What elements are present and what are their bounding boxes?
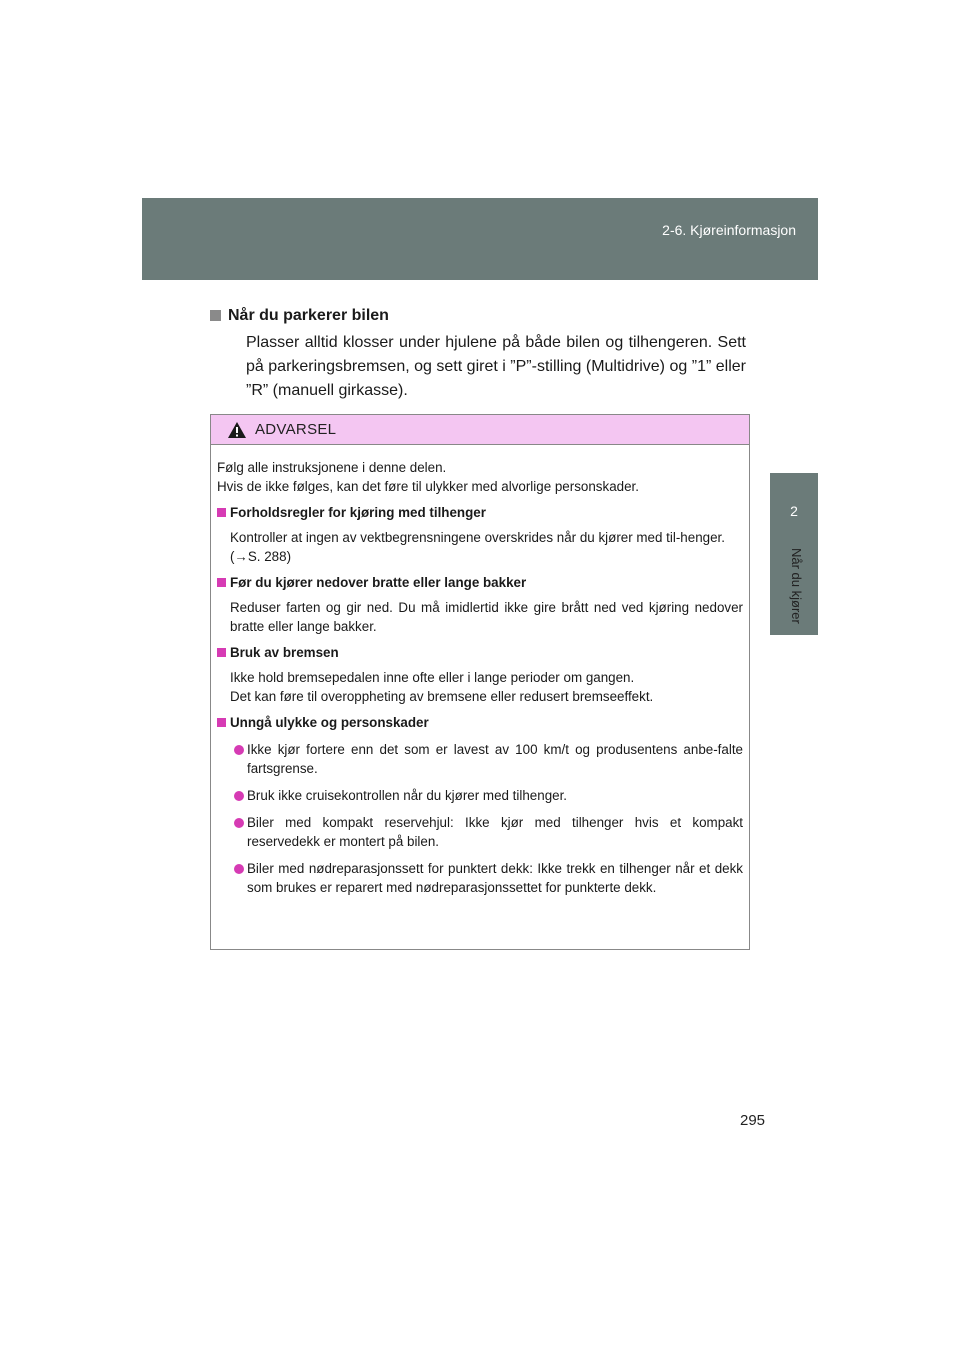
subsection-heading-text: Unngå ulykke og personskader <box>230 715 429 730</box>
section-heading-text: Når du parkerer bilen <box>228 307 389 324</box>
bullet-item <box>234 813 743 851</box>
warning-intro <box>217 458 743 496</box>
subsection-heading <box>217 713 743 732</box>
subsection-heading-text: Forholdsregler for kjøring med tilhenger <box>230 505 486 520</box>
subsection-heading <box>217 503 743 522</box>
warning-subsection-hills <box>217 573 743 636</box>
warning-box <box>210 414 750 950</box>
subsection-text: Kontroller at ingen av vektbegrensningene overskrides når du kjører med til-henger. <box>230 530 725 545</box>
subsection-text: Reduser farten og gir ned. Du må imidlertid ikke gire brått ned ved kjøring nedover bratte eller lange bakker. <box>230 600 743 634</box>
page-number: 295 <box>740 1112 766 1129</box>
chapter-number: 2 <box>790 503 798 519</box>
section-label: 2-6. Kjøreinformasjon <box>662 222 796 238</box>
bullet-text: Biler med kompakt reservehjul: Ikke kjør med tilhenger hvis et kompakt reservedekk er montert på bilen. <box>247 815 743 849</box>
square-bullet-icon <box>217 508 226 517</box>
round-bullet-icon <box>234 791 244 801</box>
warning-subsection-brakes <box>217 643 743 706</box>
round-bullet-icon <box>234 818 244 828</box>
subsection-heading <box>217 573 743 592</box>
warning-subsection-trailer <box>217 503 743 566</box>
square-bullet-icon <box>210 310 221 321</box>
subsection-body <box>230 598 743 636</box>
subsection-heading-text: Bruk av bremsen <box>230 645 339 660</box>
bullet-text: Ikke kjør fortere enn det som er lavest av 100 km/t og produsentens anbe-falte fartsgrense. <box>247 742 743 776</box>
square-bullet-icon <box>217 648 226 657</box>
section-body: Plasser alltid klosser under hjulene på både bilen og tilhengeren. Sett på parkeringsbremsen, og sett giret i ”P”-stilling (Multidrive) og ”1” eller ”R” (manuell girkasse). <box>246 334 746 399</box>
section-heading <box>210 305 746 327</box>
intro-line: Følg alle instruksjonene i denne delen. <box>217 460 447 475</box>
subsection-heading <box>217 643 743 662</box>
subsection-text: Det kan føre til overoppheting av bremsene eller redusert bremseeffekt. <box>230 689 654 704</box>
intro-line: Hvis de ikke følges, kan det føre til ulykker med alvorlige personskader. <box>217 479 639 494</box>
subsection-text: Ikke hold bremsepedalen inne ofte eller i lange perioder om gangen. <box>230 670 635 685</box>
subsection-body <box>230 528 743 566</box>
chapter-label: Når du kjører <box>789 548 804 624</box>
square-bullet-icon <box>217 578 226 587</box>
round-bullet-icon <box>234 745 244 755</box>
warning-content <box>211 445 749 897</box>
round-bullet-icon <box>234 864 244 874</box>
bullet-item <box>234 740 743 778</box>
bullet-item <box>234 786 743 805</box>
page-reference: (→S. 288) <box>230 549 292 564</box>
square-bullet-icon <box>217 718 226 727</box>
bullet-item <box>234 859 743 897</box>
parking-section <box>228 305 746 403</box>
warning-triangle-icon <box>227 421 247 439</box>
subsection-body <box>230 668 743 706</box>
warning-subsection-accidents <box>217 713 743 897</box>
bullet-text: Biler med nødreparasjonssett for punktert dekk: Ikke trekk en tilhenger når et dekk som brukes er reparert med nødreparasjonssettet for punkterte dekk. <box>247 861 743 895</box>
warning-title: ADVARSEL <box>255 421 337 438</box>
subsection-heading-text: Før du kjører nedover bratte eller lange bakker <box>230 575 527 590</box>
warning-header <box>211 415 749 445</box>
bullet-text: Bruk ikke cruisekontrollen når du kjører med tilhenger. <box>247 788 568 803</box>
header-band <box>142 198 818 280</box>
